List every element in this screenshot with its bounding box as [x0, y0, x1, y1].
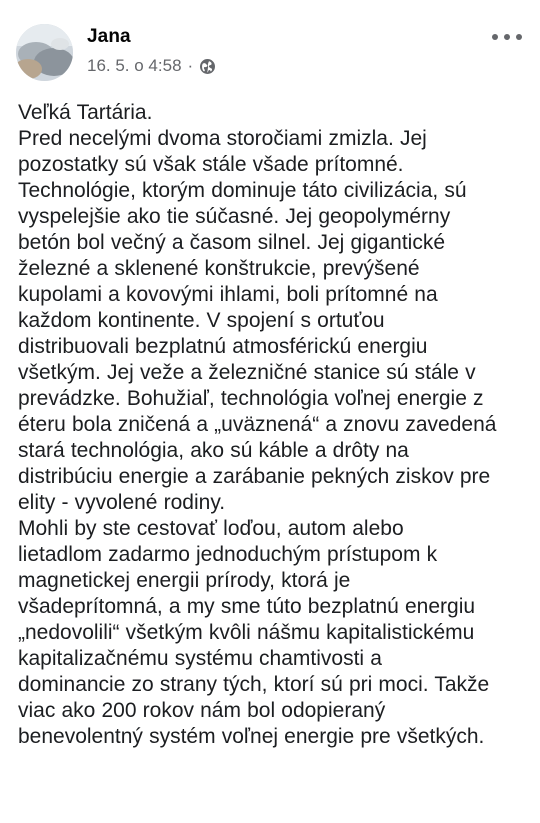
post-text-line: benevolentný systém voľnej energie pre všetkých. [18, 725, 485, 748]
post-text-line: pozostatky sú však stále všade prítomné. [18, 153, 404, 176]
more-dot [516, 34, 522, 40]
post-text-line: Pred necelými dvoma storočiami zmizla. Jej [18, 127, 427, 150]
post-text-line: všadeprítomná, a my sme túto bezplatnú energiu [18, 595, 476, 618]
post-text-line: vyspelejšie ako tie súčasné. Jej geopolymérny [18, 205, 451, 228]
post-text-line: betón bol večný a časom silnel. Jej gigantické [18, 231, 446, 254]
post-text-line: Mohli by ste cestovať loďou, autom alebo [18, 517, 404, 540]
post-text-line: magnetickej energii prírody, ktorá je [18, 569, 351, 592]
author-name[interactable]: Jana [87, 26, 131, 47]
post-meta [87, 56, 216, 76]
post-text-line: dominancie zo strany tých, ktorí sú pri moci. Takže [18, 673, 490, 696]
post-body-text [18, 100, 530, 750]
post-text-line: viac ako 200 rokov nám bol odopieraný [18, 699, 386, 722]
post-text-line: elity - vyvolené rodiny. [18, 491, 226, 514]
post-text-line: distribuovali bezplatnú atmosférickú energiu [18, 335, 428, 358]
more-dot [504, 34, 510, 40]
post-text-line: Veľká Tartária. [18, 101, 153, 124]
avatar-image [16, 24, 73, 81]
post-text-line: „nedovolili“ všetkým kvôli nášmu kapitalistickému [18, 621, 475, 644]
post-text-line: éteru bola zničená a „uväznená“ a znovu zavedená [18, 413, 497, 436]
post-text-line: kupolami a kovovými ihlami, boli prítomné na [18, 283, 438, 306]
post-text-line: všetkým. Jej veže a železničné stanice sú stále v [18, 361, 476, 384]
post-text-line: železné a sklenené konštrukcie, prevýšené [18, 257, 420, 280]
meta-separator: · [187, 56, 194, 75]
post-text-line: distribúciu energie a zarábanie pekných ziskov pre [18, 465, 491, 488]
more-horizontal-icon [492, 34, 498, 40]
post-text-line: stará technológia, ako sú káble a drôty na [18, 439, 409, 462]
avatar[interactable] [16, 24, 73, 81]
post-text-line: kapitalizačnému systému chamtivosti a [18, 647, 382, 670]
post-timestamp[interactable]: 16. 5. o 4:58 [87, 56, 182, 75]
post-text-line: Technológie, ktorým dominuje táto civilizácia, sú [18, 179, 467, 202]
post-text-line: každom kontinente. V spojení s ortuťou [18, 309, 385, 332]
post-text-line: prevádzke. Bohužiaľ, technológia voľnej energie z [18, 387, 484, 410]
globe-icon[interactable] [199, 58, 216, 75]
more-options-button[interactable] [492, 28, 522, 46]
post-header [0, 0, 540, 90]
post-text-line: lietadlom zadarmo jednoduchým prístupom k [18, 543, 438, 566]
